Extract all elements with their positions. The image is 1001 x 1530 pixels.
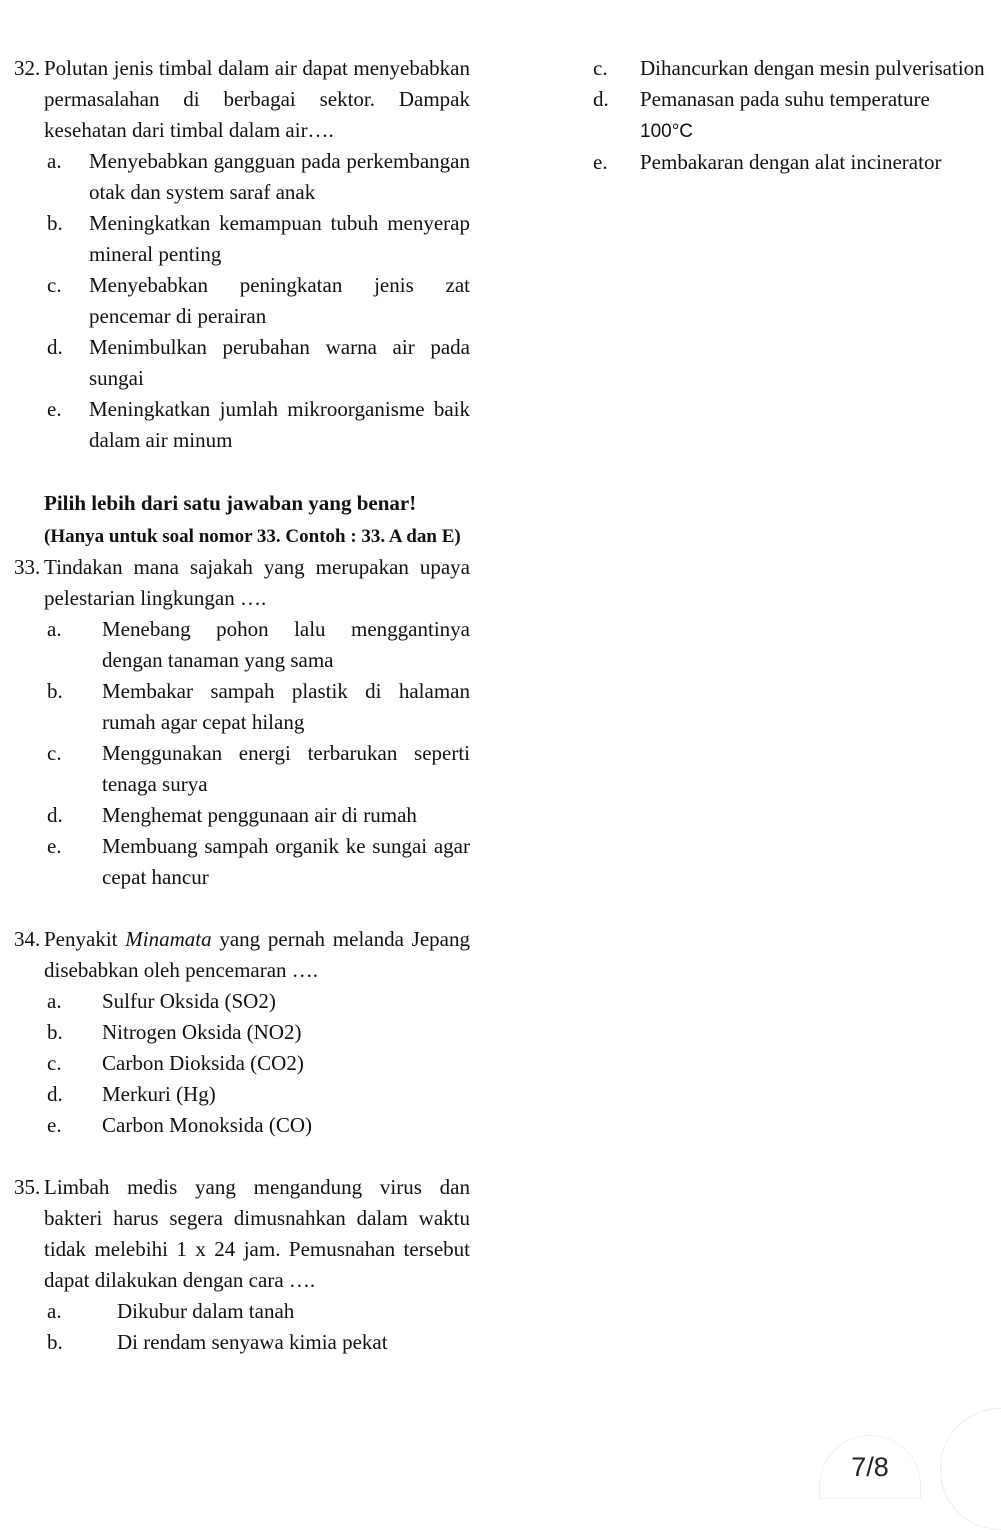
question-34 — [14, 924, 470, 1141]
option-c: c. Carbon Dioksida (CO2) — [47, 1051, 304, 1075]
question-number: 35. — [14, 1175, 41, 1199]
right-column — [593, 53, 995, 178]
option-d: d. Pemanasan pada suhu temperature 100°C — [593, 87, 930, 142]
question-stem: Limbah medis yang mengandung virus dan bakteri harus segera dimusnahkan dalam waktu tidak melebihi 1 x 24 jam. Pemusnahan tersebut dapat dilakukan dengan cara …. — [44, 1175, 470, 1292]
question-number: 32. — [14, 56, 41, 80]
question-35 — [14, 1172, 470, 1358]
option-b: b. Membakar sampah plastik di halaman rumah agar cepat hilang — [47, 679, 470, 734]
question-32 — [14, 53, 470, 456]
option-e: e. Pembakaran dengan alat incinerator — [593, 150, 942, 174]
temperature-value: 100°C — [640, 121, 694, 142]
page-indicator: 7/8 — [820, 1436, 920, 1498]
question-stem: Tindakan mana sajakah yang merupakan upaya pelestarian lingkungan …. — [44, 555, 470, 610]
question-stem: Polutan jenis timbal dalam air dapat menyebabkan permasalahan di berbagai sektor. Dampak kesehatan dari timbal dalam air…. — [44, 56, 470, 142]
option-b: b. Nitrogen Oksida (NO2) — [47, 1020, 302, 1044]
option-d: d. Merkuri (Hg) — [47, 1082, 216, 1106]
question-stem: Penyakit Minamata yang pernah melanda Jepang disebabkan oleh pencemaran …. — [44, 927, 470, 982]
option-a: a. Sulfur Oksida (SO2) — [47, 989, 276, 1013]
instruction-note: (Hanya untuk soal nomor 33. Contoh : 33. A dan E) — [44, 526, 461, 547]
option-a: a. Menebang pohon lalu menggantinya dengan tanaman yang sama — [47, 617, 470, 672]
question-number: 34. — [14, 927, 41, 951]
option-c: c. Menyebabkan peningkatan jenis zat pencemar di perairan — [47, 273, 470, 328]
option-d: d. Menghemat penggunaan air di rumah — [47, 803, 417, 827]
instruction-heading: Pilih lebih dari satu jawaban yang benar! — [44, 491, 417, 515]
option-a: a. Menyebabkan gangguan pada perkembangan otak dan system saraf anak — [47, 149, 470, 204]
page-curl-overlay — [940, 1408, 1001, 1530]
question-number: 33. — [14, 555, 41, 579]
option-c: c. Menggunakan energi terbarukan seperti tenaga surya — [47, 741, 470, 796]
option-e: e. Carbon Monoksida (CO) — [47, 1113, 312, 1137]
option-a: a. Dikubur dalam tanah — [47, 1299, 295, 1323]
option-b: b. Meningkatkan kemampuan tubuh menyerap mineral penting — [47, 211, 470, 266]
option-e: e. Membuang sampah organik ke sungai agar cepat hancur — [47, 834, 470, 889]
option-e: e. Meningkatkan jumlah mikroorganisme baik dalam air minum — [47, 397, 470, 452]
question-33 — [14, 552, 470, 893]
option-d: d. Menimbulkan perubahan warna air pada sungai — [47, 335, 470, 390]
option-b: b. Di rendam senyawa kimia pekat — [47, 1330, 388, 1354]
option-c: c. Dihancurkan dengan mesin pulverisation — [593, 56, 985, 80]
left-column — [14, 53, 470, 1358]
